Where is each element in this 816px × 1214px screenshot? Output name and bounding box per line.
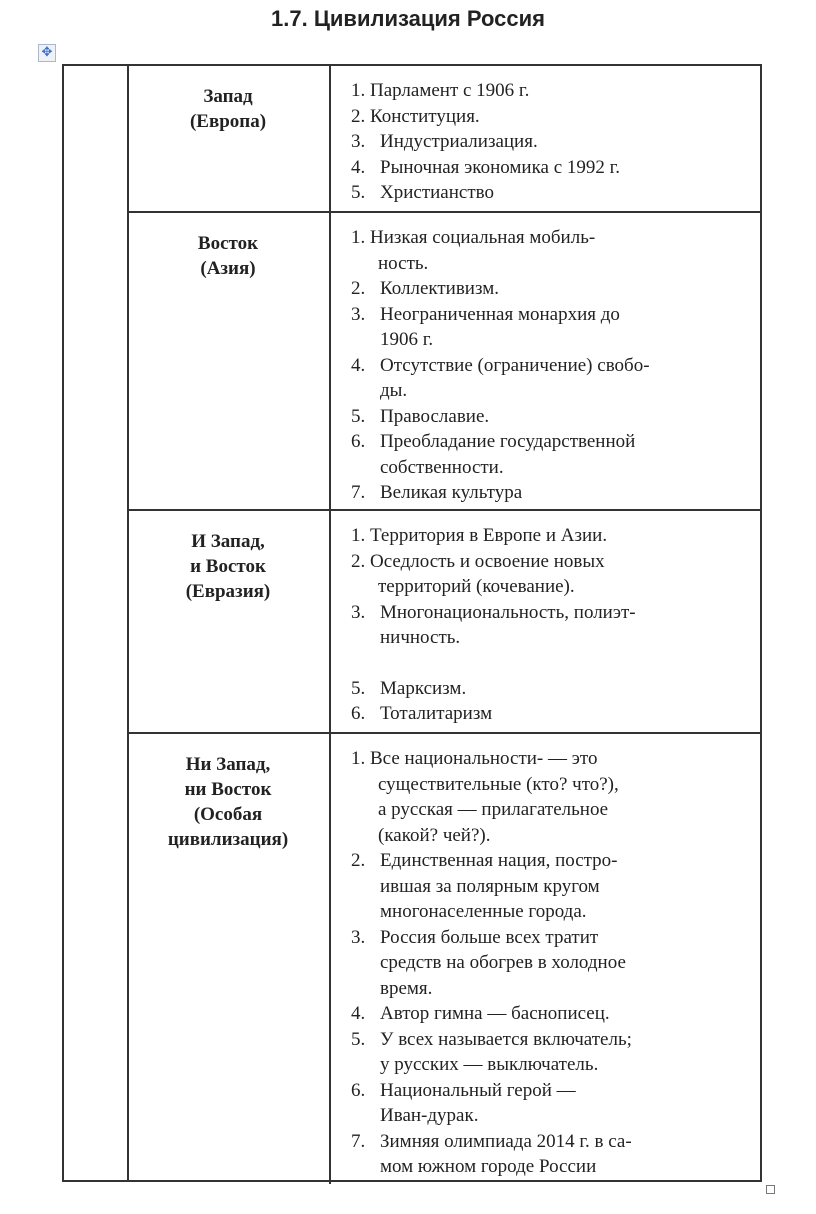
list-item	[351, 155, 760, 181]
item-text: ничность.	[380, 627, 461, 648]
list-item	[351, 523, 760, 549]
item-text: Парламент с 1906 г.	[370, 80, 530, 101]
list-item	[351, 180, 760, 206]
table-row	[127, 732, 760, 1184]
list-item	[351, 302, 760, 353]
list-item	[351, 78, 760, 104]
heading-line: (Особая	[193, 804, 263, 825]
list-item	[351, 1001, 760, 1027]
item-text: Рыночная экономика с 1992 г.	[380, 156, 621, 178]
item-number: 5.	[351, 182, 366, 203]
heading-line: Восток	[197, 233, 259, 254]
item-text: Православие.	[380, 405, 490, 427]
list-item	[351, 404, 760, 430]
item-text: ность.	[378, 252, 429, 274]
item-text: Индустриализация.	[380, 131, 538, 152]
item-number: 5.	[351, 405, 366, 427]
item-text: ившая за полярным кругом	[380, 875, 600, 897]
heading-line: И Запад,	[191, 531, 265, 552]
item-number: 5.	[351, 1028, 366, 1050]
item-number: 4.	[351, 354, 366, 376]
item-text: Россия больше всех тратит	[380, 926, 599, 948]
table-row	[127, 211, 760, 511]
list-item	[351, 276, 760, 302]
item-text: Коллективизм.	[380, 278, 499, 299]
heading-line: Запад	[203, 86, 253, 107]
item-number: 3.	[351, 926, 366, 948]
list-item	[351, 701, 760, 727]
item-text: У всех называется включатель;	[380, 1028, 632, 1050]
item-number: 3.	[351, 601, 366, 623]
item-text: мом южном городе России	[380, 1156, 597, 1177]
item-text: Многонациональность, полиэт-	[380, 601, 636, 623]
item-text: 1906 г.	[380, 329, 434, 350]
item-text: средств на обогрев в холодное	[380, 952, 626, 973]
item-text: Низкая социальная мобиль-	[370, 227, 596, 248]
item-number: 1.	[351, 748, 366, 769]
item-text: Отсутствие (ограничение) свобо-	[380, 354, 650, 376]
item-text: Все национальности- — это	[370, 748, 598, 769]
heading-line: (Европа)	[189, 111, 267, 132]
table-resize-handle[interactable]	[766, 1185, 775, 1194]
item-text: Единственная нация, постро-	[380, 850, 618, 871]
list-item	[351, 676, 760, 702]
row-heading	[127, 752, 329, 852]
item-text: Территория в Европе и Азии.	[370, 525, 608, 546]
list-item	[351, 1129, 760, 1180]
item-text: Христианство	[380, 182, 494, 203]
list-item	[351, 848, 760, 925]
table-row	[127, 509, 760, 734]
list-item	[351, 225, 760, 276]
item-text: Неограниченная монархия до	[380, 303, 620, 325]
item-text: (какой? чей?).	[378, 824, 491, 846]
heading-line: Ни Запад,	[185, 754, 271, 775]
item-text: Тоталитаризм	[380, 703, 493, 724]
item-number: 6.	[351, 703, 366, 724]
item-number: 2.	[351, 550, 366, 572]
list-item	[351, 549, 760, 600]
row-heading	[127, 231, 329, 281]
item-number: 1.	[351, 227, 366, 248]
item-number: 6.	[351, 431, 366, 452]
item-number: 2.	[351, 105, 366, 127]
item-text: существительные (кто? что?),	[378, 773, 619, 795]
item-number: 2.	[351, 850, 366, 871]
table-row	[127, 66, 760, 211]
list-item	[351, 746, 760, 848]
item-text: Преобладание государственной	[380, 431, 636, 452]
civilization-table	[62, 64, 762, 1182]
list-item	[351, 429, 760, 480]
item-text: у русских — выключатель.	[380, 1054, 599, 1075]
item-number: 4.	[351, 1003, 366, 1024]
item-text: собственности.	[380, 456, 504, 478]
item-text: а русская — прилагательное	[378, 799, 609, 820]
item-number: 3.	[351, 303, 366, 325]
item-number: 6.	[351, 1079, 366, 1101]
heading-line: (Евразия)	[185, 581, 271, 602]
list-item	[351, 925, 760, 1002]
item-text: Национальный герой —	[380, 1079, 576, 1101]
item-number: 1.	[351, 80, 366, 101]
heading-line: ни Восток	[184, 779, 272, 800]
item-text: Великая культура	[380, 482, 523, 503]
row-items	[329, 511, 760, 734]
item-text: Иван-дурак.	[380, 1105, 479, 1126]
list-item	[351, 353, 760, 404]
list-item	[351, 600, 760, 651]
list-item	[351, 129, 760, 155]
item-text: многонаселенные города.	[380, 901, 587, 922]
row-items	[329, 66, 760, 211]
item-number: 1.	[351, 525, 366, 546]
item-number: 7.	[351, 1130, 366, 1152]
item-number: 7.	[351, 482, 366, 503]
item-number: 5.	[351, 677, 366, 699]
item-number: 3.	[351, 131, 366, 152]
page-title: 1.7. Цивилизация Россия	[271, 6, 545, 31]
item-text: Марксизм.	[380, 677, 467, 699]
table-move-handle-icon[interactable]: ✥	[38, 44, 56, 62]
item-text: время.	[380, 977, 433, 999]
item-text: Зимняя олимпиада 2014 г. в са-	[380, 1130, 632, 1152]
row-items	[329, 213, 760, 511]
row-heading	[127, 529, 329, 604]
heading-line: цивилизация)	[167, 829, 289, 850]
item-number: 4.	[351, 156, 366, 178]
list-item	[351, 1078, 760, 1129]
row-heading	[127, 84, 329, 134]
heading-line: и Восток	[190, 556, 266, 577]
item-text: территорий (кочевание).	[378, 576, 575, 597]
list-item	[351, 104, 760, 130]
item-text: Конституция.	[370, 105, 480, 127]
list-item	[351, 480, 760, 506]
row-items	[329, 734, 760, 1184]
item-number: 2.	[351, 278, 366, 299]
item-text: ды.	[380, 380, 408, 401]
list-item	[351, 1027, 760, 1078]
item-text: Оседлость и освоение новых	[370, 550, 605, 572]
heading-line: (Азия)	[200, 258, 256, 279]
item-text: Автор гимна — баснописец.	[380, 1003, 610, 1024]
